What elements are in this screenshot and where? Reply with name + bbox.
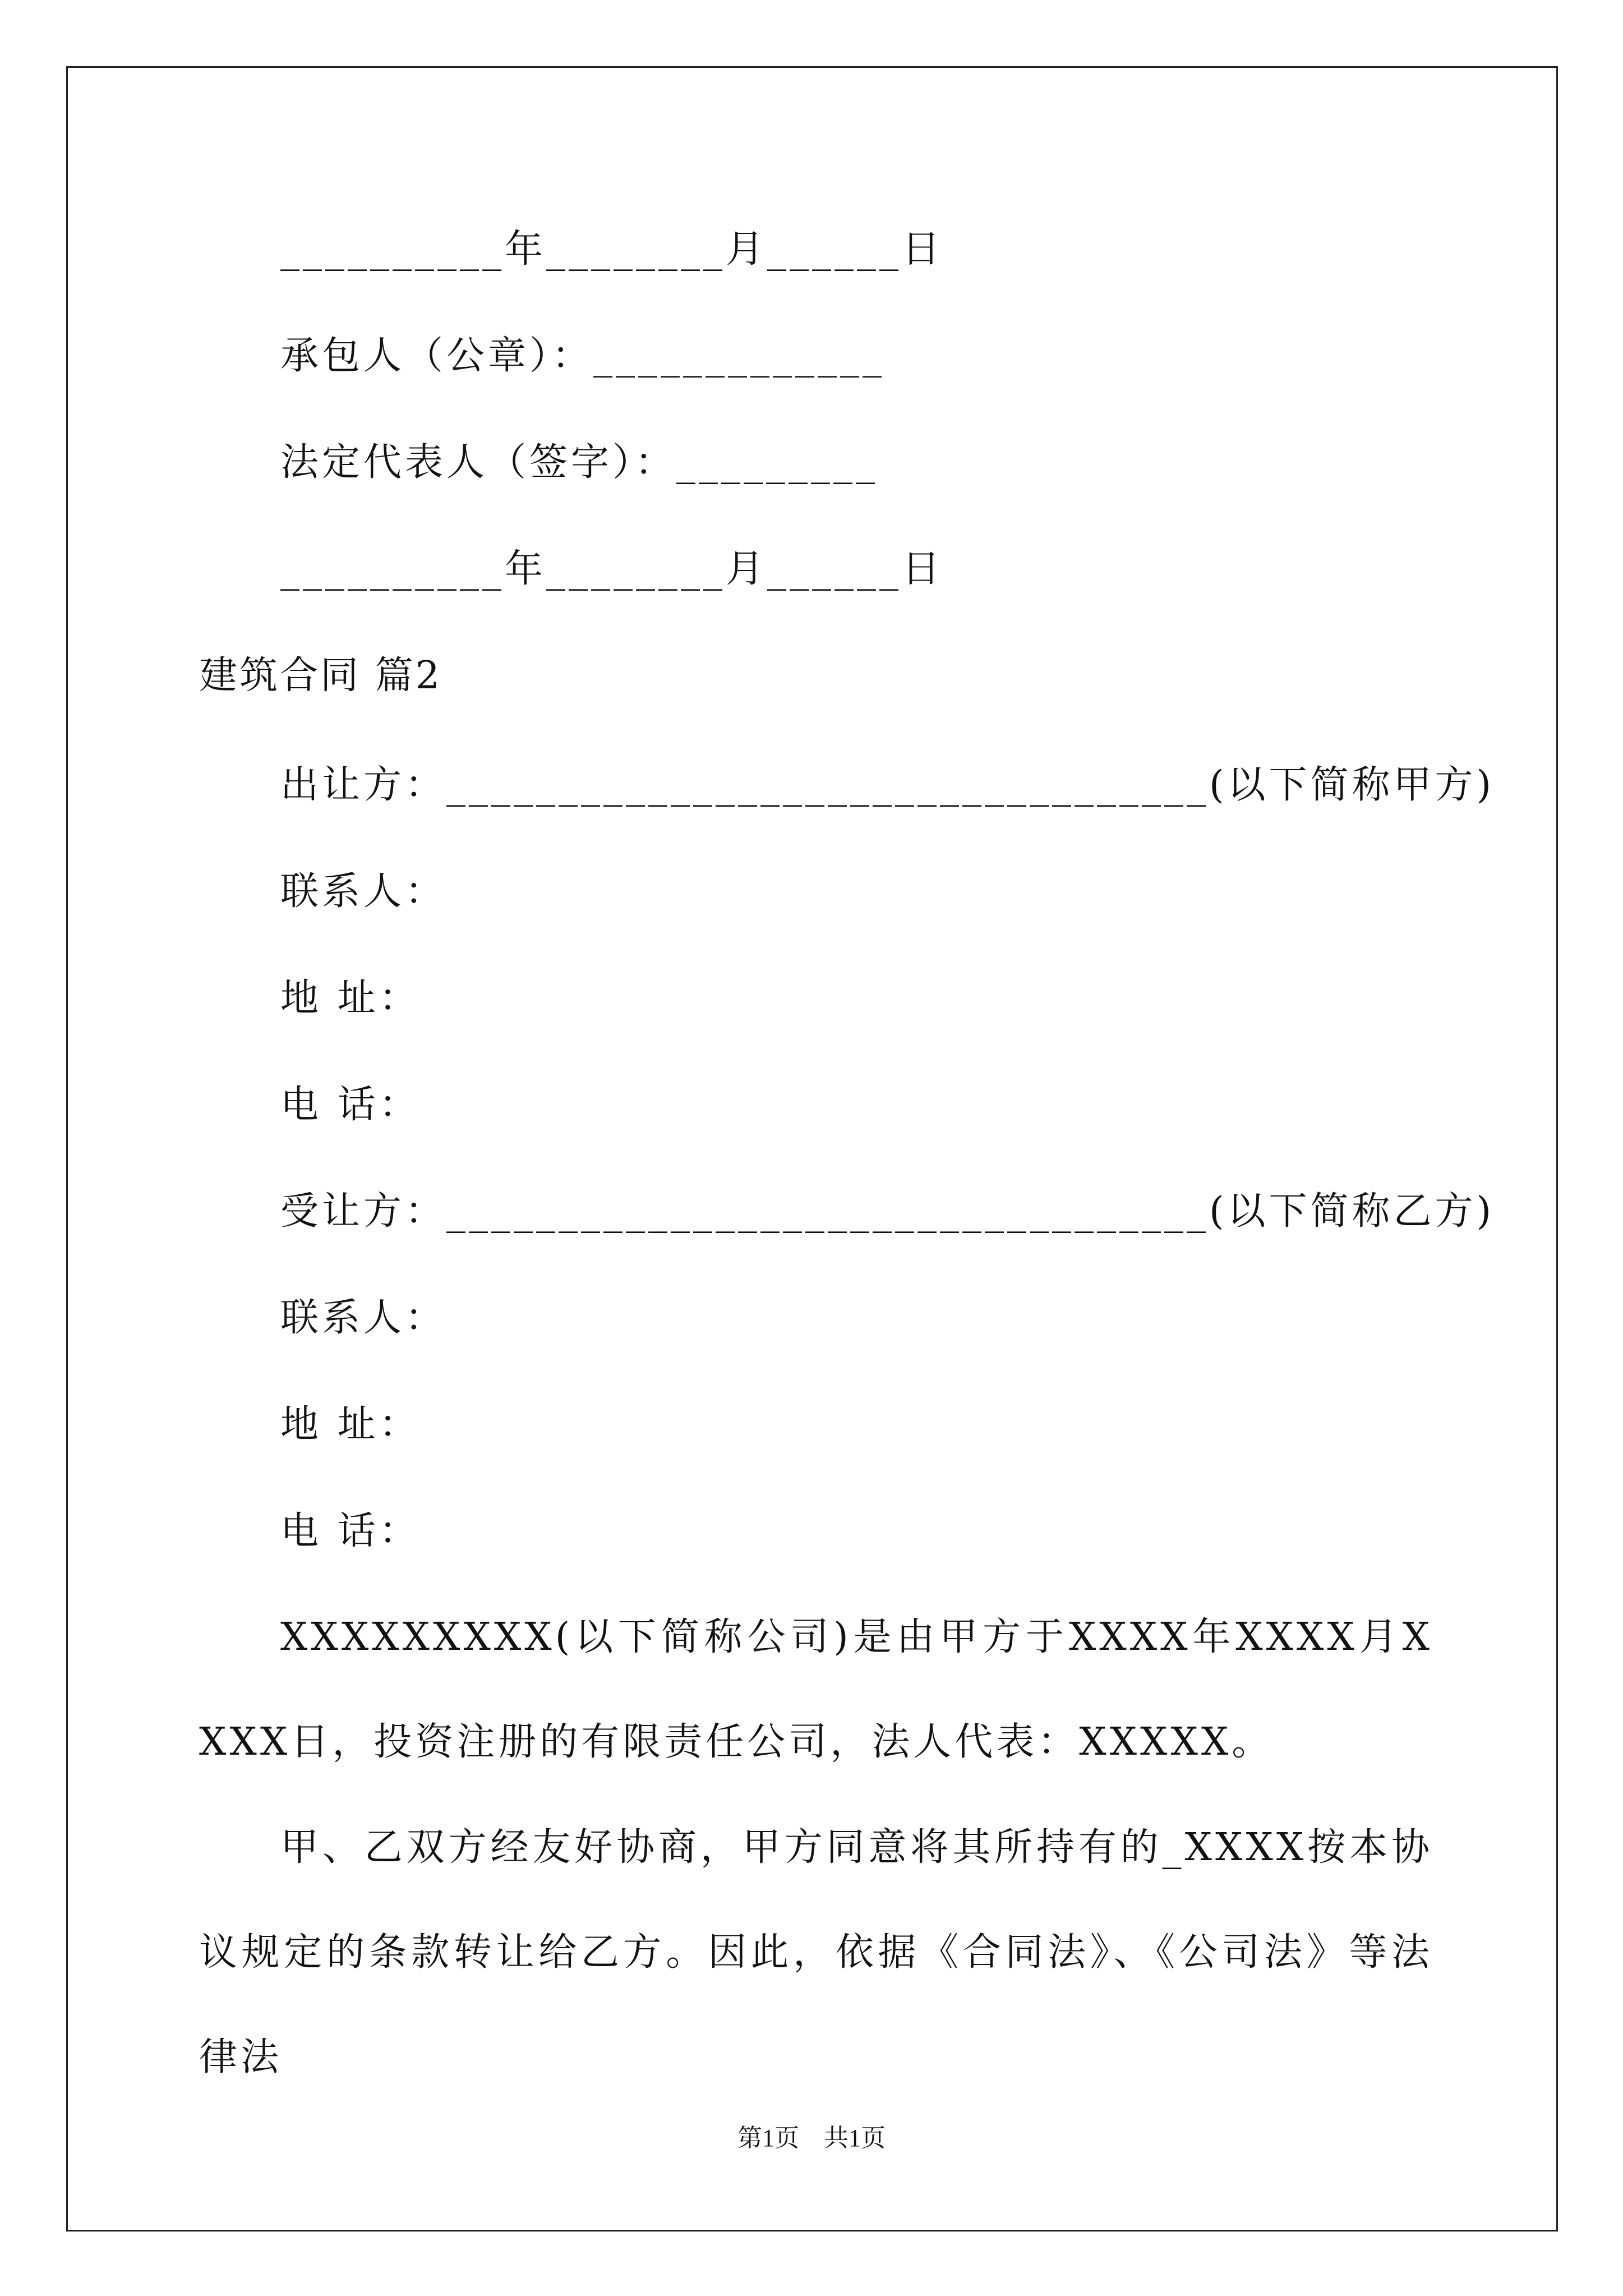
- transferee-address-line: 地 址：: [280, 1402, 421, 1447]
- agreement-paragraph: 甲、乙双方经友好协商，甲方同意将其所持有的_XXXX按本协议规定的条款转让给乙方。因此，依据《合同法》、《公司法》等法律法: [199, 1825, 1433, 2079]
- transferor-phone-line: 电 话：: [280, 1083, 421, 1127]
- date-line: __________年________月______日: [280, 547, 944, 591]
- contractor-seal-line: 承包人（公章）：_____________: [280, 334, 886, 378]
- transferor-contact-line: 联系人：: [280, 869, 447, 914]
- transferor-address-line: 地 址：: [280, 976, 421, 1020]
- company-paragraph: XXXXXXXXX(以下简称公司)是由甲方于XXXX年XXXX月XXXX日，投资注册的有限责任公司，法人代表：XXXXX。: [199, 1615, 1433, 1764]
- transferee-contact-line: 联系人：: [280, 1296, 447, 1340]
- transferor-line: 出让方：__________________________________(以下简称甲方): [280, 763, 1495, 807]
- transferee-phone-line: 电 话：: [280, 1509, 421, 1553]
- page-footer: 第1页 共1页: [737, 2124, 886, 2152]
- transferee-line: 受让方：__________________________________(以下简称乙方): [280, 1189, 1495, 1234]
- section-heading: 建筑合同 篇2: [199, 654, 442, 698]
- date-line: __________年________月______日: [280, 227, 944, 272]
- legal-representative-signature-line: 法定代表人（签字）：_________: [280, 440, 879, 485]
